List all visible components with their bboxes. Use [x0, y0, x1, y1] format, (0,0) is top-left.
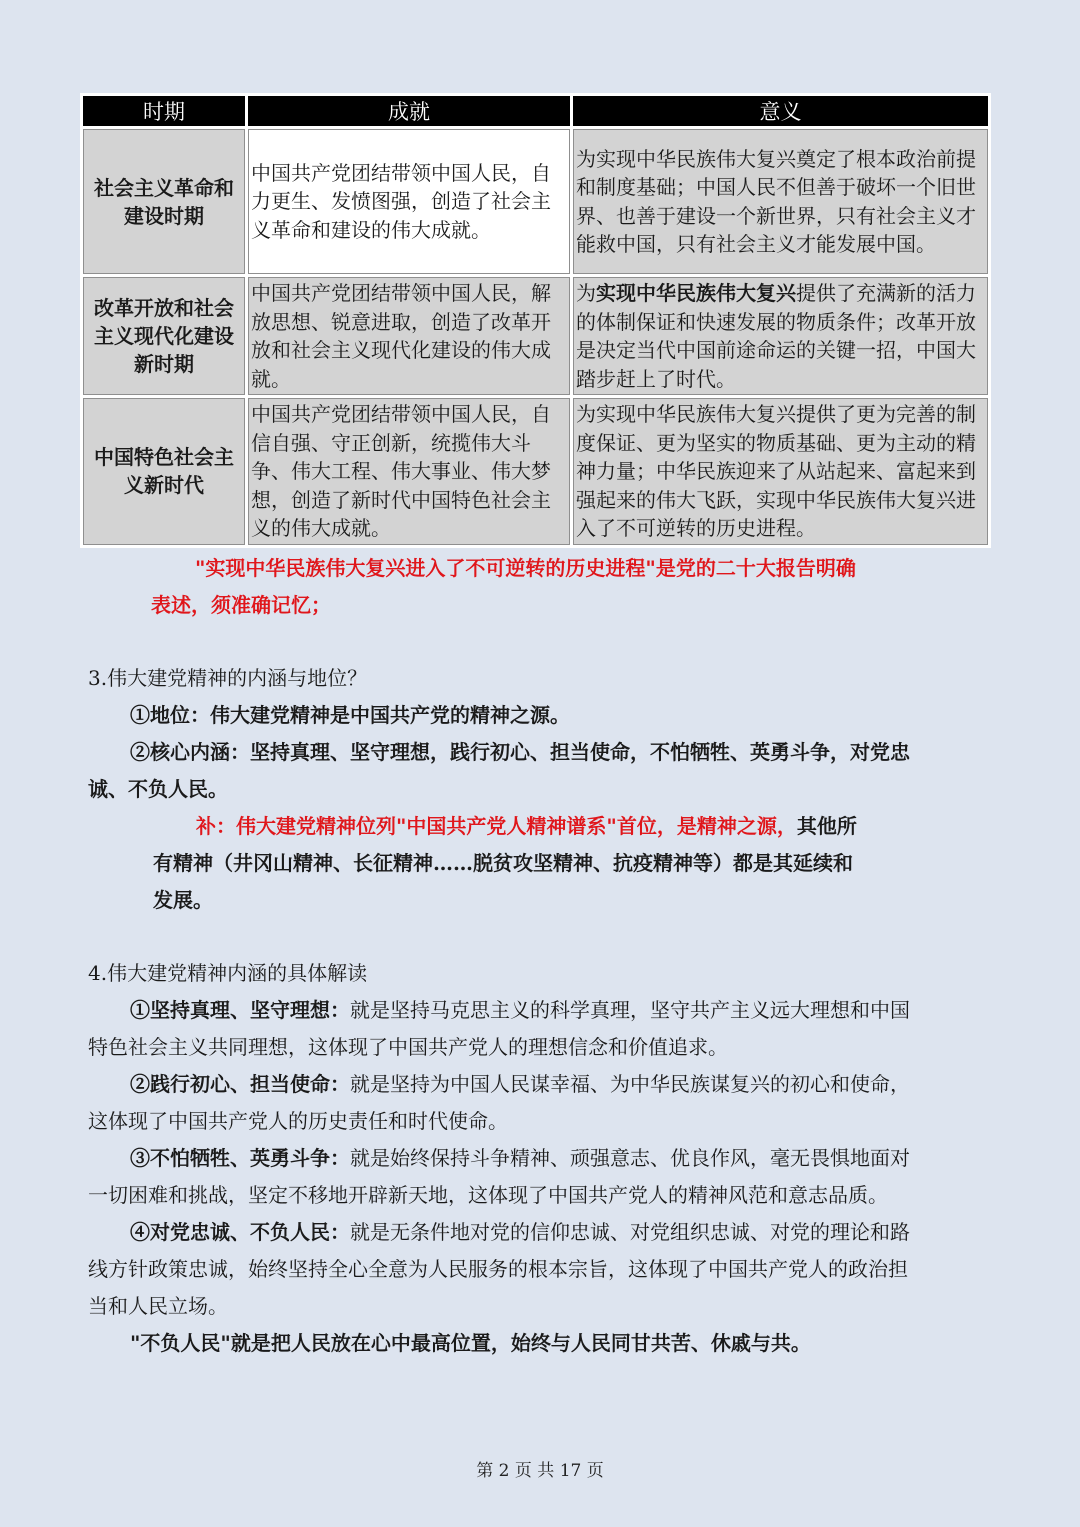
- significance-prefix: 为: [576, 281, 596, 305]
- significance-suffix: 提供了充满新的活力的体制保证和快速发展的物质条件；改革开放是决定当代中国前途命运的关键一招，中国大踏步赶上了时代。: [576, 281, 976, 391]
- header-period: 时期: [83, 96, 245, 126]
- paragraph-line: [130, 1140, 910, 1177]
- closing-line: "不负人民"就是把人民放在心中最高位置，始终与人民同甘共苦、休戚与共。: [130, 1331, 811, 1355]
- paragraph-text: 就是坚持为中国人民谋幸福、为中华民族谋复兴的初心和使命，: [350, 1072, 910, 1096]
- significance-cell: [573, 277, 988, 395]
- page-number: 第 2 页 共 17 页: [476, 1461, 604, 1481]
- paragraph-lead: ④对党忠诚、不负人民：: [130, 1220, 350, 1244]
- supplement-line: 发展。: [153, 888, 213, 912]
- section-title: 3.伟大建党精神的内涵与地位？: [88, 666, 368, 690]
- significance-bold: 实现中华民族伟大复兴: [596, 281, 796, 305]
- paragraph-line: [130, 1214, 910, 1251]
- table-row: [83, 129, 988, 274]
- paragraph-text: 就是始终保持斗争精神、顽强意志、优良作风，毫无畏惧地面对: [350, 1146, 910, 1170]
- section-item: ①地位：伟大建党精神是中国共产党的精神之源。: [130, 703, 570, 727]
- significance-cell: 为实现中华民族伟大复兴提供了更为完善的制度保证、更为坚实的物质基础、更为主动的精神力量；中华民族迎来了从站起来、富起来到强起来的伟大飞跃，实现中华民族伟大复兴进入了不可逆转的历史进程。: [573, 398, 988, 545]
- paragraph-line: 这体现了中国共产党人的历史责任和时代使命。: [88, 1109, 508, 1133]
- supplement-line: [196, 808, 857, 845]
- supplement-red: 补：伟大建党精神位列"中国共产党人精神谱系"首位，是精神之源，: [196, 814, 797, 838]
- header-significance: 意义: [573, 96, 988, 126]
- paragraph-line: 当和人民立场。: [88, 1294, 228, 1318]
- period-cell: 中国特色社会主义新时代: [83, 398, 245, 545]
- achievement-cell: 中国共产党团结带领中国人民，解放思想、锐意进取，创造了改革开放和社会主义现代化建设的伟大成就。: [248, 277, 570, 395]
- achievement-cell: 中国共产党团结带领中国人民，自信自强、守正创新，统揽伟大斗争、伟大工程、伟大事业、伟大梦想，创造了新时代中国特色社会主义的伟大成就。: [248, 398, 570, 545]
- supplement-black: 其他所: [796, 814, 857, 838]
- table-row: [83, 277, 988, 395]
- note-line: 表述，须准确记忆；: [151, 593, 331, 617]
- table-row: [83, 398, 988, 545]
- supplement-line: 有精神（井冈山精神、长征精神……脱贫攻坚精神、抗疫精神等）都是其延续和: [153, 851, 853, 875]
- paragraph-lead: ②践行初心、担当使命：: [130, 1072, 350, 1096]
- header-achievement: 成就: [248, 96, 570, 126]
- paragraph-line: 线方针政策忠诚，始终坚持全心全意为人民服务的根本宗旨，这体现了中国共产党人的政治担: [88, 1257, 908, 1281]
- section-item: ②核心内涵：坚持真理、坚守理想，践行初心、担当使命，不怕牺牲、英勇斗争，对党忠: [130, 740, 910, 764]
- paragraph-line: 特色社会主义共同理想，这体现了中国共产党人的理想信念和价值追求。: [88, 1035, 728, 1059]
- period-cell: 改革开放和社会主义现代化建设新时期: [83, 277, 245, 395]
- achievement-cell: 中国共产党团结带领中国人民，自力更生、发愤图强，创造了社会主义革命和建设的伟大成就。: [248, 129, 570, 274]
- history-table: [80, 93, 991, 548]
- paragraph-line: 一切困难和挑战，坚定不移地开辟新天地，这体现了中国共产党人的精神风范和意志品质。: [88, 1183, 888, 1207]
- section-title: 4.伟大建党精神内涵的具体解读: [88, 961, 368, 985]
- paragraph-text: 就是无条件地对党的信仰忠诚、对党组织忠诚、对党的理论和路: [350, 1220, 910, 1244]
- table-header-row: [83, 96, 988, 126]
- paragraph-line: [130, 1066, 910, 1103]
- paragraph-lead: ③不怕牺牲、英勇斗争：: [130, 1146, 350, 1170]
- paragraph-line: [130, 992, 910, 1029]
- paragraph-lead: ①坚持真理、坚守理想：: [130, 998, 350, 1022]
- period-cell: 社会主义革命和建设时期: [83, 129, 245, 274]
- significance-cell: 为实现中华民族伟大复兴奠定了根本政治前提和制度基础；中国人民不但善于破坏一个旧世界、也善于建设一个新世界，只有社会主义才能救中国，只有社会主义才能发展中国。: [573, 129, 988, 274]
- paragraph-text: 就是坚持马克思主义的科学真理，坚守共产主义远大理想和中国: [350, 998, 910, 1022]
- note-line: "实现中华民族伟大复兴进入了不可逆转的历史进程"是党的二十大报告明确: [195, 556, 856, 580]
- section-item: 诚、不负人民。: [88, 777, 228, 801]
